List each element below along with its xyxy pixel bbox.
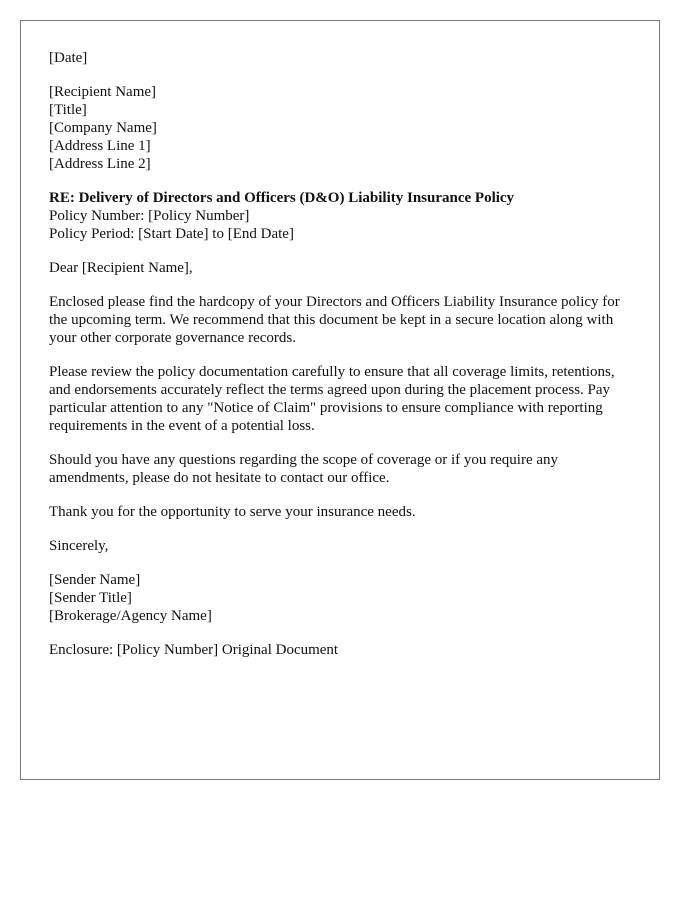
body-paragraph-4: Thank you for the opportunity to serve your insurance needs. xyxy=(49,504,416,520)
policy-period: Policy Period: [Start Date] to [End Date] xyxy=(49,226,294,242)
body-paragraph-2: Please review the policy documentation carefully to ensure that all coverage limits, retentions, and endorsements accurately reflect the terms agreed upon during the placement process. Pay particular attention to any "Notice of Claim" provisions to ensure compliance with reporting requirements in the event of a potential loss. xyxy=(49,364,615,434)
enclosure-line: Enclosure: [Policy Number] Original Document xyxy=(49,642,339,658)
closing: Sincerely, xyxy=(49,538,109,554)
policy-number: Policy Number: [Policy Number] xyxy=(49,208,250,224)
date-block xyxy=(49,49,631,67)
sender-agency: [Brokerage/Agency Name] xyxy=(49,608,212,624)
recipient-address-line-2: [Address Line 2] xyxy=(49,156,151,172)
re-subject: RE: Delivery of Directors and Officers (D&O) Liability Insurance Policy xyxy=(49,190,515,206)
recipient-company: [Company Name] xyxy=(49,120,157,136)
recipient-title: [Title] xyxy=(49,102,87,118)
recipient-address-block xyxy=(49,83,631,173)
reference-block xyxy=(49,189,631,243)
letter-page xyxy=(20,20,660,780)
salutation: Dear [Recipient Name], xyxy=(49,260,193,276)
body-paragraph-3: Should you have any questions regarding the scope of coverage or if you require any amendments, please do not hesitate to contact our office. xyxy=(49,452,559,486)
sender-title: [Sender Title] xyxy=(49,590,132,606)
letter-date: [Date] xyxy=(49,50,88,66)
sender-name: [Sender Name] xyxy=(49,572,141,588)
recipient-name: [Recipient Name] xyxy=(49,84,157,100)
body-paragraph-1: Enclosed please find the hardcopy of your Directors and Officers Liability Insurance policy for the upcoming term. We recommend that this document be kept in a secure location along with your other corporate governance records. xyxy=(49,294,620,346)
sender-block xyxy=(49,571,631,625)
recipient-address-line-1: [Address Line 1] xyxy=(49,138,151,154)
